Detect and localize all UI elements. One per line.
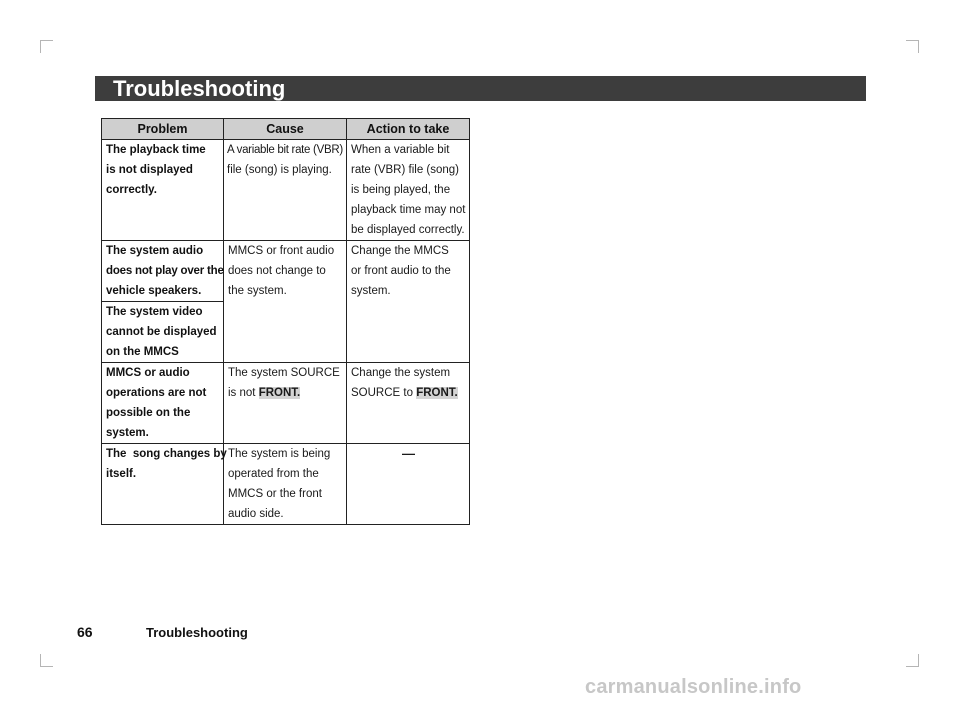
column-header-problem: Problem — [102, 119, 224, 140]
cause-text-line — [228, 383, 343, 403]
problem-text: correctly. — [106, 184, 157, 196]
table-row — [102, 140, 470, 241]
problem-text: The system audio — [106, 245, 204, 257]
action-cell — [347, 140, 470, 241]
action-text: When a variable bit — [351, 144, 450, 156]
action-text: Change the MMCS — [351, 245, 449, 257]
action-cell — [347, 444, 470, 525]
problem-cell — [102, 302, 224, 363]
crop-mark-top-right-v — [918, 40, 919, 53]
cause-text: MMCS or the front — [228, 488, 322, 500]
problem-text: The playback time — [106, 144, 206, 156]
problem-cell — [102, 140, 224, 241]
action-cell — [347, 363, 470, 444]
crop-mark-bottom-left-v — [40, 654, 41, 667]
cause-text: operated from the — [228, 468, 319, 480]
column-header-action: Action to take — [347, 119, 470, 140]
action-text-line — [351, 383, 466, 403]
problem-text: The song changes by — [106, 448, 227, 460]
problem-text: does not play over the — [106, 265, 224, 277]
watermark: carmanualsonline.info — [585, 676, 802, 698]
action-text: or front audio to the — [351, 265, 451, 277]
cause-text: MMCS or front audio — [228, 245, 335, 257]
table-row — [102, 241, 470, 302]
problem-text: on the MMCS — [106, 346, 179, 358]
problem-text: The system video — [106, 306, 203, 318]
front-highlight: FRONT. — [258, 387, 301, 399]
section-title: Troubleshooting — [113, 76, 286, 101]
crop-mark-bottom-left-h — [40, 666, 53, 667]
cause-text: audio side. — [228, 508, 284, 520]
problem-text: itself. — [106, 468, 137, 480]
cause-cell — [224, 363, 347, 444]
cause-text: The system is being — [228, 448, 331, 460]
table-row — [102, 444, 470, 525]
action-text: rate (VBR) file (song) — [351, 164, 460, 176]
cause-text: The system SOURCE — [228, 367, 340, 379]
action-text: system. — [351, 285, 391, 297]
front-highlight: FRONT. — [416, 387, 458, 399]
action-text: Change the system — [351, 367, 451, 379]
action-cell — [347, 241, 470, 363]
crop-mark-bottom-right-v — [918, 654, 919, 667]
cause-cell — [224, 444, 347, 525]
cause-cell — [224, 241, 347, 363]
column-header-cause: Cause — [224, 119, 347, 140]
action-text: be displayed correctly. — [351, 224, 465, 236]
table-header-row — [102, 119, 470, 140]
action-text: playback time may not — [351, 204, 466, 216]
no-action-dash: — — [402, 446, 415, 461]
problem-cell — [102, 444, 227, 525]
footer-section-title: Troubleshooting — [146, 625, 248, 640]
problem-text: system. — [106, 427, 149, 439]
problem-cell — [102, 241, 224, 302]
crop-mark-top-left-h — [40, 40, 53, 41]
cause-text: does not change to — [228, 265, 326, 277]
problem-text: MMCS or audio — [106, 367, 190, 379]
cause-text: is not — [228, 387, 259, 399]
problem-text: possible on the — [106, 407, 191, 419]
page-number: 66 — [77, 624, 93, 640]
cause-text: A variable bit rate (VBR) — [227, 144, 343, 156]
problem-text: vehicle speakers. — [106, 285, 202, 297]
problem-text: cannot be displayed — [106, 326, 217, 338]
cause-text: file (song) is playing. — [227, 164, 332, 176]
problem-cell — [102, 363, 224, 444]
cause-text: the system. — [228, 285, 287, 297]
action-text: is being played, the — [351, 184, 451, 196]
section-header-bar — [95, 76, 866, 101]
crop-mark-top-left-v — [40, 40, 41, 53]
table-row — [102, 363, 470, 444]
cause-cell — [224, 140, 347, 241]
troubleshooting-table — [101, 118, 470, 525]
problem-text: operations are not — [106, 387, 207, 399]
problem-text: is not displayed — [106, 164, 193, 176]
action-text: SOURCE to — [351, 387, 417, 399]
